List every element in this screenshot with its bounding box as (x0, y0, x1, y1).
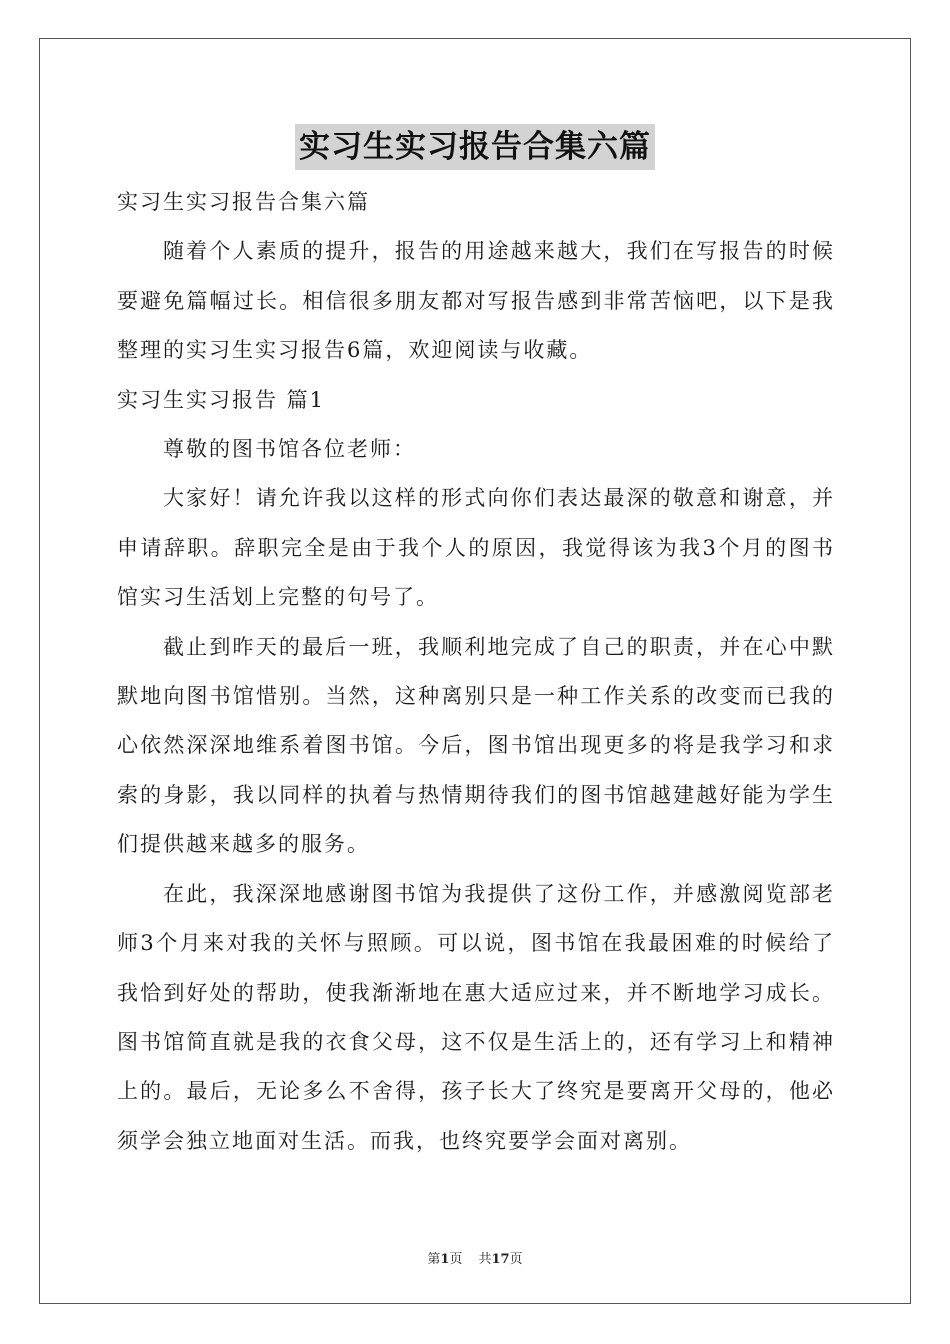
total-pages: 17 (491, 1252, 510, 1267)
title-container (0, 124, 950, 170)
document-body (117, 178, 835, 1166)
page-number: 1 (440, 1252, 450, 1267)
total-prefix: 共 (478, 1252, 492, 1267)
page-footer (0, 1248, 950, 1267)
paragraph: 实习生实习报告 篇1 (117, 387, 326, 412)
paragraph: 实习生实习报告合集六篇 (117, 190, 370, 214)
page-suffix: 页 (449, 1252, 463, 1267)
total-suffix: 页 (509, 1252, 523, 1267)
paragraph: 尊敬的图书馆各位老师： (163, 437, 416, 462)
paragraph: 大家好！请允许我以这样的形式向你们表达最深的敬意和谢意，并申请辞职。辞职完全是由于我个人的原因，我觉得该为我3个月的图书馆实习生活划上完整的句号了。 (117, 486, 835, 610)
paragraph: 截止到昨天的最后一班，我顺利地完成了自己的职责，并在心中默默地向图书馆惜别。当然，这种离别只是一种工作关系的改变而已我的心依然深深地维系着图书馆。今后，图书馆出现更多的将是我学习和求索的身影，我以同样的执着与热情期待我们的图书馆越建越好能为学生们提供越来越多的服务。 (117, 634, 835, 857)
paragraph: 在此，我深深地感谢图书馆为我提供了这份工作，并感激阅览部老师3个月来对我的关怀与照顾。可以说，图书馆在我最困难的时候给了我恰到好处的帮助，使我渐渐地在惠大适应过来，并不断地学习成长。图书馆简直就是我的衣食父母，这不仅是生活上的，还有学习上和精神上的。最后，无论多么不舍得，孩子长大了终究是要离开父母的，他必须学会独立地面对生活。而我，也终究要学会面对离别。 (117, 881, 835, 1153)
paragraph: 随着个人素质的提升，报告的用途越来越大，我们在写报告的时候要避免篇幅过长。相信很多朋友都对写报告感到非常苦恼吧，以下是我整理的实习生实习报告6篇，欢迎阅读与收藏。 (117, 239, 835, 363)
document-title: 实习生实习报告合集六篇 (295, 124, 655, 170)
page-prefix: 第 (427, 1252, 441, 1267)
